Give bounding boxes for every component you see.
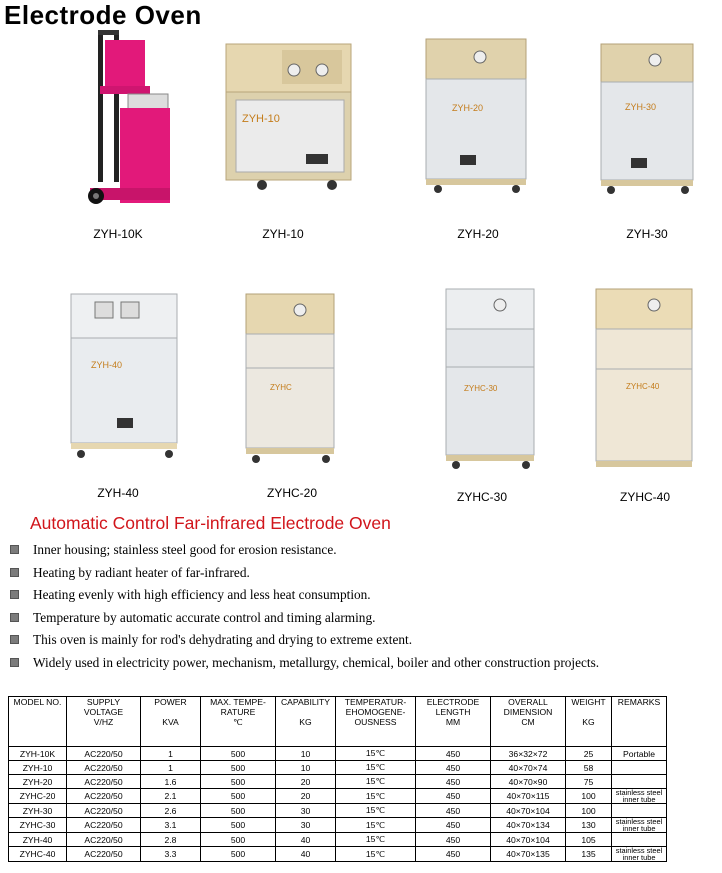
- table-cell: 2.8: [141, 833, 201, 847]
- table-cell: 40×70×115: [491, 789, 566, 804]
- table-row: [9, 818, 667, 833]
- product-caption: ZYH-30: [626, 227, 668, 241]
- table-cell: AC220/50: [67, 789, 141, 804]
- table-cell: 450: [416, 804, 491, 818]
- table-cell: 1: [141, 761, 201, 775]
- table-row: [9, 833, 667, 847]
- feature-item: This oven is mainly for rod's dehydrating and drying to extreme extent.: [10, 632, 599, 655]
- table-cell: 500: [201, 747, 276, 761]
- svg-text:ZYH-10: ZYH-10: [242, 113, 280, 125]
- page-title: Electrode Oven: [4, 0, 202, 30]
- product-photo-zyhc-20: [240, 290, 340, 465]
- table-cell: 450: [416, 818, 491, 833]
- product-caption: ZYH-20: [457, 227, 499, 241]
- table-cell: 30: [276, 818, 336, 833]
- table-row: [9, 789, 667, 804]
- table-cell: 15℃: [336, 761, 416, 775]
- table-cell: 58: [566, 761, 612, 775]
- feature-item: Inner housing; stainless steel good for erosion resistance.: [10, 542, 599, 565]
- table-cell: stainless steel inner tube: [612, 847, 667, 862]
- product-caption: ZYH-10: [262, 227, 304, 241]
- table-cell: 40×70×104: [491, 804, 566, 818]
- table-cell: AC220/50: [67, 761, 141, 775]
- table-cell: [612, 833, 667, 847]
- table-cell: ZYHC-40: [9, 847, 67, 862]
- spec-table: [8, 696, 667, 862]
- table-cell: 100: [566, 804, 612, 818]
- bullet-square-icon: [10, 658, 19, 667]
- header-model: MODEL NO.: [9, 697, 67, 747]
- table-cell: 500: [201, 775, 276, 789]
- product-caption: ZYH-40: [97, 486, 139, 500]
- table-cell: ZYHC-30: [9, 818, 67, 833]
- table-cell: 25: [566, 747, 612, 761]
- table-cell: 500: [201, 804, 276, 818]
- table-cell: stainless steel inner tube: [612, 789, 667, 804]
- table-cell: 3.3: [141, 847, 201, 862]
- header-max-temperature: MAX. TEMPE-RATURE ℃: [201, 697, 276, 747]
- bullet-square-icon: [10, 635, 19, 644]
- table-cell: [612, 804, 667, 818]
- table-cell: 36×32×72: [491, 747, 566, 761]
- table-cell: AC220/50: [67, 818, 141, 833]
- table-cell: ZYH-10: [9, 761, 67, 775]
- table-cell: 10: [276, 761, 336, 775]
- product-photo-zyh-20: [420, 35, 532, 195]
- bullet-square-icon: [10, 568, 19, 577]
- table-row: [9, 747, 667, 761]
- table-cell: 40×70×104: [491, 833, 566, 847]
- feature-item: Heating by radiant heater of far-infrared.: [10, 565, 599, 588]
- table-cell: 500: [201, 847, 276, 862]
- table-cell: 3.1: [141, 818, 201, 833]
- product-caption: ZYHC-20: [266, 486, 317, 500]
- table-cell: AC220/50: [67, 804, 141, 818]
- table-cell: AC220/50: [67, 775, 141, 789]
- table-cell: 20: [276, 775, 336, 789]
- table-cell: [612, 775, 667, 789]
- table-cell: 2.6: [141, 804, 201, 818]
- table-cell: stainless steel inner tube: [612, 818, 667, 833]
- table-cell: 500: [201, 818, 276, 833]
- table-cell: 500: [201, 833, 276, 847]
- product-caption: ZYHC-30: [456, 490, 507, 504]
- table-cell: 10: [276, 747, 336, 761]
- table-cell: ZYH-40: [9, 833, 67, 847]
- table-cell: 15℃: [336, 818, 416, 833]
- table-cell: 500: [201, 761, 276, 775]
- header-voltage: SUPPLY VOLTAGE V/HZ: [67, 697, 141, 747]
- table-cell: 40×70×135: [491, 847, 566, 862]
- table-cell: ZYH-20: [9, 775, 67, 789]
- table-cell: 40×70×134: [491, 818, 566, 833]
- table-cell: 15℃: [336, 789, 416, 804]
- table-cell: [612, 761, 667, 775]
- table-cell: 40×70×90: [491, 775, 566, 789]
- table-cell: 15℃: [336, 804, 416, 818]
- bullet-square-icon: [10, 590, 19, 599]
- bullet-square-icon: [10, 545, 19, 554]
- product-photo-zyh-10k: [60, 28, 180, 213]
- feature-item: Temperature by automatic accurate control and timing alarming.: [10, 610, 599, 633]
- table-cell: 450: [416, 747, 491, 761]
- feature-list: [10, 542, 599, 678]
- header-temperature-homogeneousness: TEMPERATUR-EHOMOGENE-OUSNESS: [336, 697, 416, 747]
- header-power: POWER KVA: [141, 697, 201, 747]
- table-cell: 130: [566, 818, 612, 833]
- product-photo-zyhc-40: [590, 285, 698, 475]
- table-cell: Portable: [612, 747, 667, 761]
- feature-item: Widely used in electricity power, mechanism, metallurgy, chemical, boiler and other construction projects.: [10, 655, 599, 678]
- table-cell: 450: [416, 833, 491, 847]
- table-cell: AC220/50: [67, 747, 141, 761]
- table-cell: ZYHC-20: [9, 789, 67, 804]
- table-cell: 15℃: [336, 847, 416, 862]
- bullet-square-icon: [10, 613, 19, 622]
- table-cell: AC220/50: [67, 833, 141, 847]
- table-cell: 30: [276, 804, 336, 818]
- header-weight: WEIGHT KG: [566, 697, 612, 747]
- product-caption: ZYHC-40: [619, 490, 670, 504]
- feature-item: Heating evenly with high efficiency and less heat consumption.: [10, 587, 599, 610]
- table-cell: 135: [566, 847, 612, 862]
- table-row: [9, 775, 667, 789]
- table-cell: 500: [201, 789, 276, 804]
- table-cell: 100: [566, 789, 612, 804]
- table-cell: 40: [276, 833, 336, 847]
- svg-text:ZYH-30: ZYH-30: [625, 102, 657, 112]
- product-photo-zyh-40: [65, 290, 185, 460]
- table-cell: 40: [276, 847, 336, 862]
- table-cell: 40×70×74: [491, 761, 566, 775]
- table-cell: ZYH-10K: [9, 747, 67, 761]
- product-photo-zyh-10: [222, 40, 357, 195]
- header-remarks: REMARKS: [612, 697, 667, 747]
- section-heading: Automatic Control Far-infrared Electrode Oven: [30, 513, 391, 533]
- header-capability: CAPABILITY KG: [276, 697, 336, 747]
- table-cell: 1: [141, 747, 201, 761]
- product-photo-zyh-30: [595, 40, 700, 195]
- table-cell: 2.1: [141, 789, 201, 804]
- table-cell: 15℃: [336, 833, 416, 847]
- table-cell: 20: [276, 789, 336, 804]
- table-cell: 450: [416, 761, 491, 775]
- table-row: [9, 847, 667, 862]
- svg-text:ZYH-20: ZYH-20: [452, 103, 484, 113]
- svg-text:ZYH-40: ZYH-40: [91, 360, 123, 370]
- svg-text:ZYHC: ZYHC: [270, 383, 292, 392]
- table-cell: AC220/50: [67, 847, 141, 862]
- svg-text:ZYHC-40: ZYHC-40: [626, 382, 660, 391]
- product-caption: ZYH-10K: [93, 227, 143, 241]
- table-cell: 15℃: [336, 775, 416, 789]
- header-overall-dimension: OVERALL DIMENSION CM: [491, 697, 566, 747]
- table-cell: 105: [566, 833, 612, 847]
- product-photo-zyhc-30: [440, 285, 540, 470]
- table-cell: 450: [416, 789, 491, 804]
- table-cell: 450: [416, 847, 491, 862]
- table-cell: ZYH-30: [9, 804, 67, 818]
- svg-text:ZYHC-30: ZYHC-30: [464, 384, 498, 393]
- table-cell: 15℃: [336, 747, 416, 761]
- table-cell: 75: [566, 775, 612, 789]
- header-electrode-length: ELECTRODE LENGTH MM: [416, 697, 491, 747]
- table-cell: 450: [416, 775, 491, 789]
- table-cell: 1.6: [141, 775, 201, 789]
- table-row: [9, 761, 667, 775]
- table-row: [9, 804, 667, 818]
